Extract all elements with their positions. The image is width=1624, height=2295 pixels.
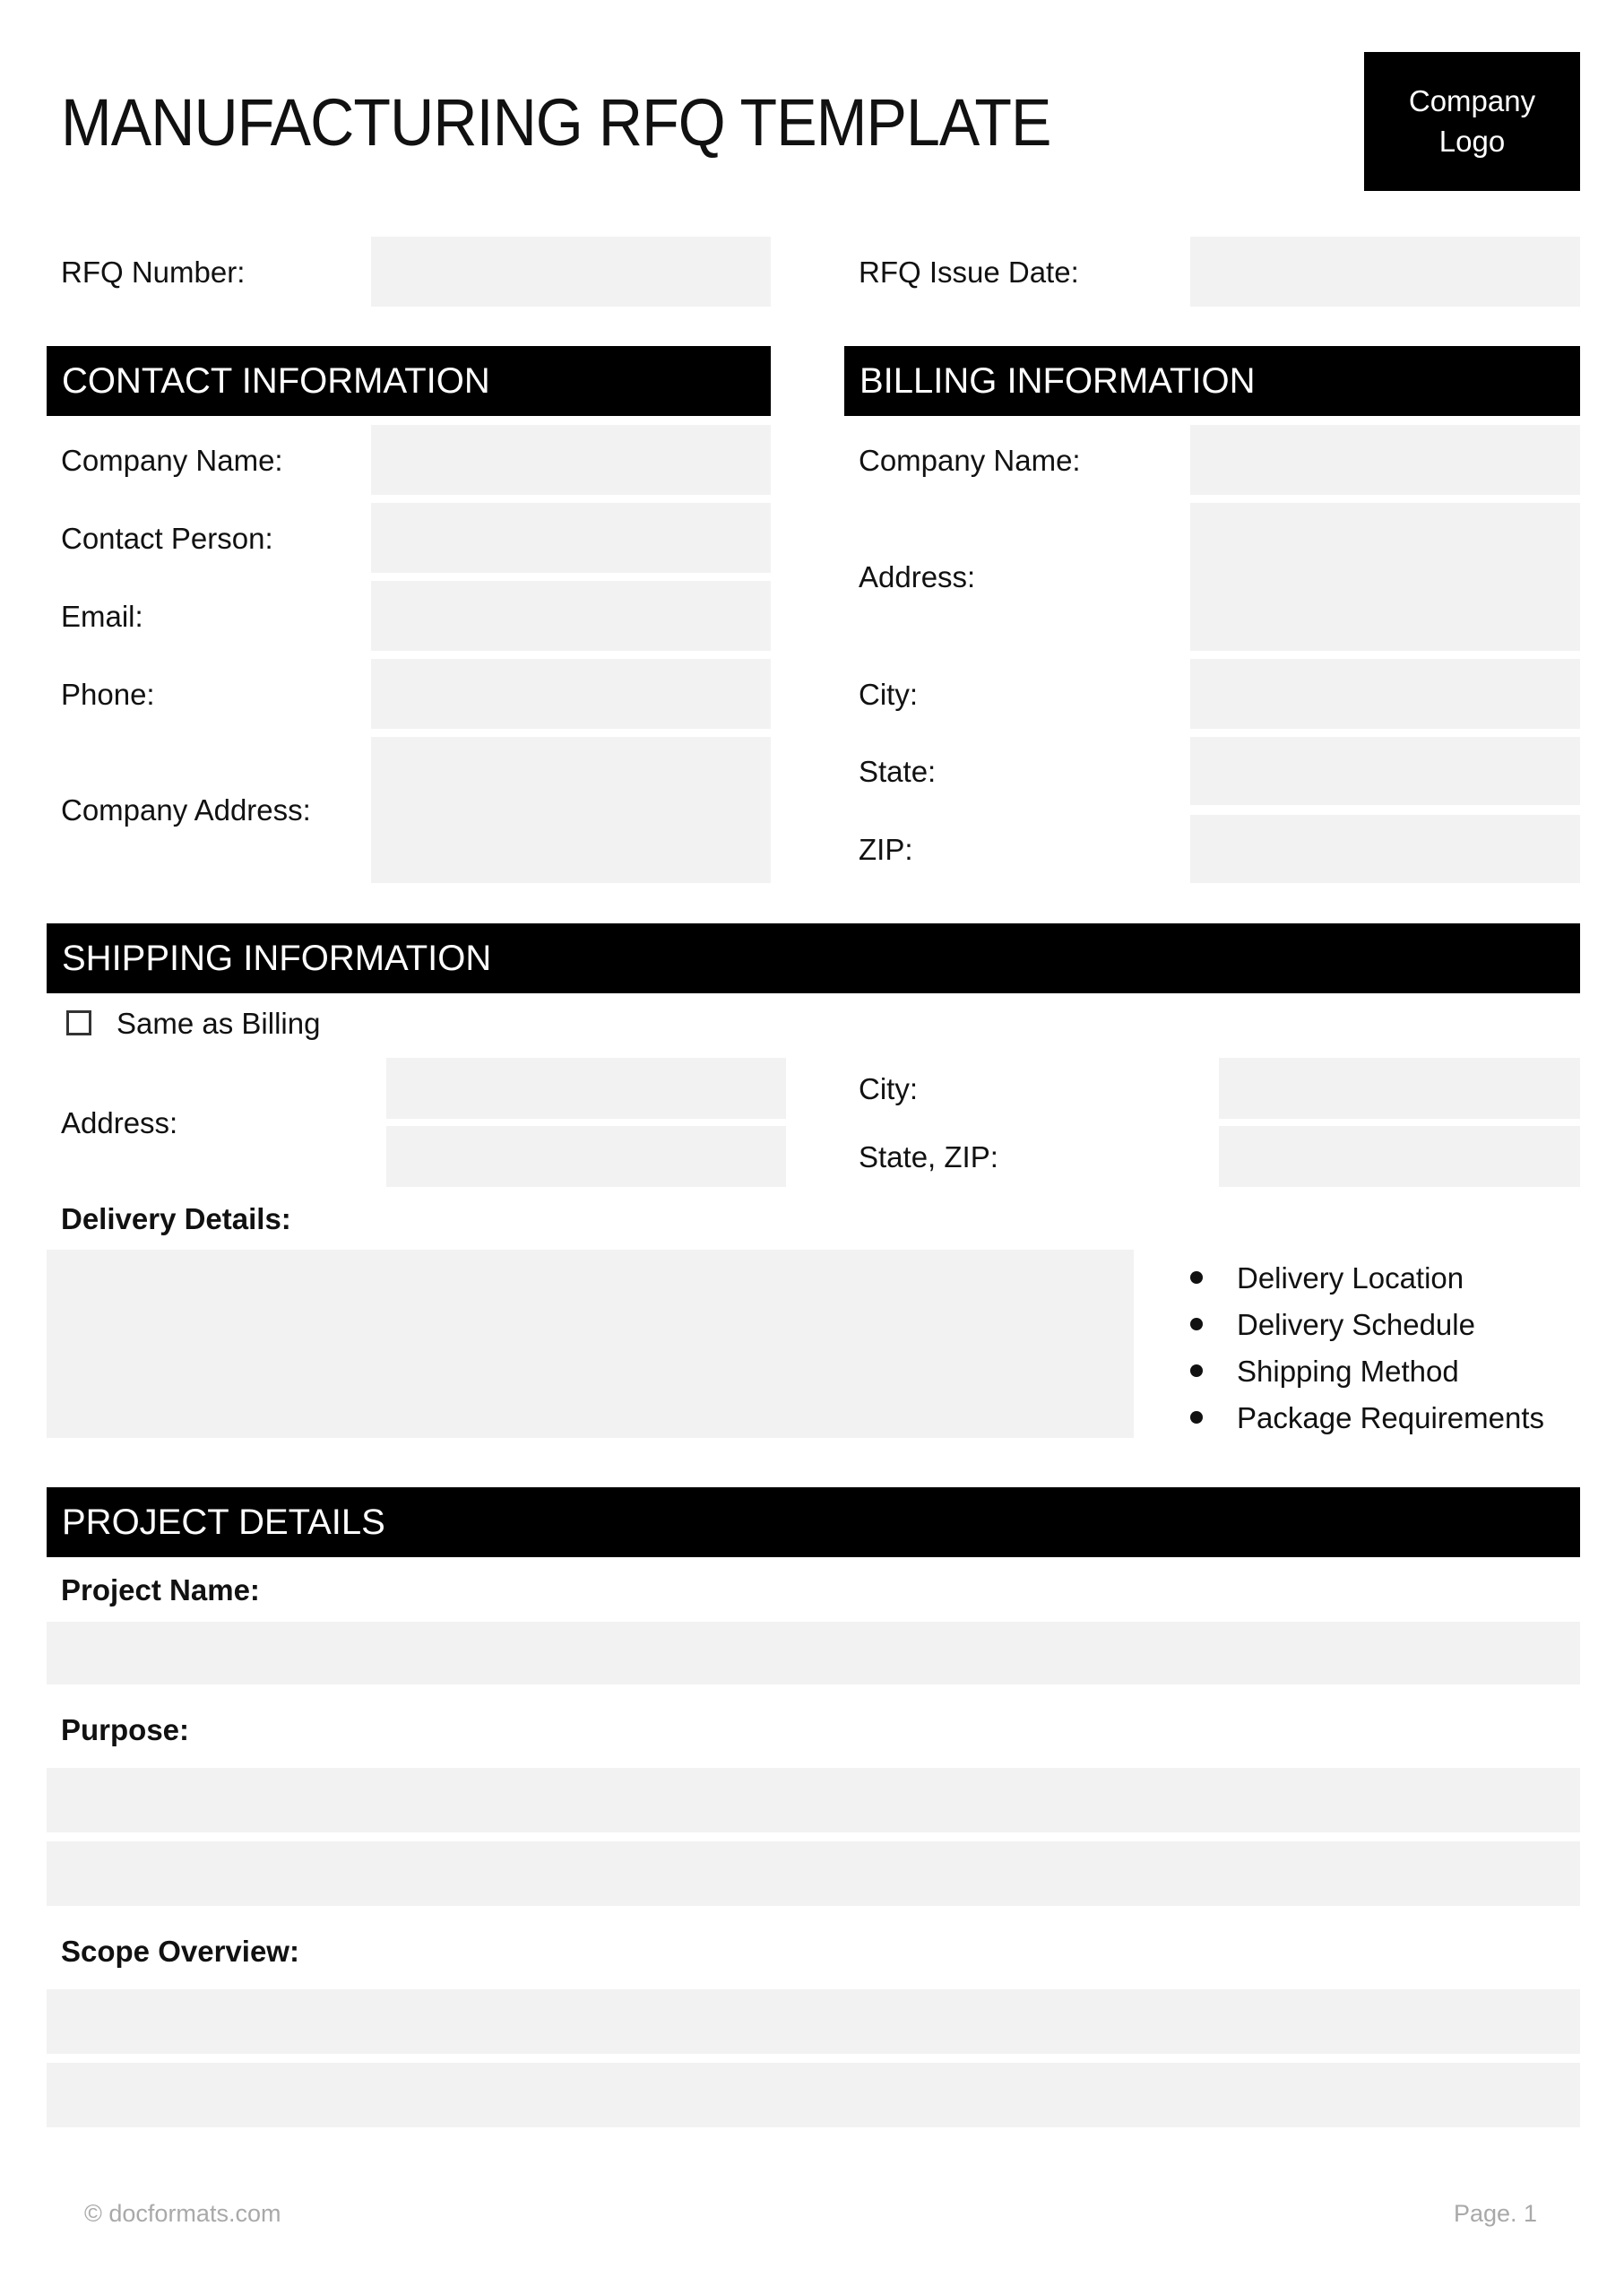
scope-overview-label: Scope Overview: xyxy=(61,1935,299,1968)
shipping-information-heading: SHIPPING INFORMATION xyxy=(47,923,1580,993)
contact-phone-label: Phone: xyxy=(61,677,155,711)
project-name-field[interactable] xyxy=(47,1622,1580,1684)
rfq-issue-date-field[interactable] xyxy=(1190,237,1580,307)
contact-company-address-label: Company Address: xyxy=(61,793,311,827)
contact-company-name-label: Company Name: xyxy=(61,443,283,477)
delivery-details-label: Delivery Details: xyxy=(61,1202,291,1235)
billing-city-field[interactable] xyxy=(1190,659,1580,729)
purpose-label: Purpose: xyxy=(61,1713,190,1746)
contact-company-address-field[interactable] xyxy=(371,737,771,883)
rfq-number-field[interactable] xyxy=(371,237,771,307)
billing-zip-label: ZIP: xyxy=(859,832,913,866)
bullet-icon xyxy=(1190,1318,1203,1330)
contact-email-label: Email: xyxy=(61,599,143,633)
delivery-details-field[interactable] xyxy=(47,1250,1134,1438)
shipping-address-line-1-field[interactable] xyxy=(386,1058,786,1119)
contact-information-heading: CONTACT INFORMATION xyxy=(47,346,771,416)
delivery-item-label: Delivery Location xyxy=(1237,1260,1464,1295)
page-title: MANUFACTURING RFQ TEMPLATE xyxy=(61,85,1051,160)
scope-overview-line-1-field[interactable] xyxy=(47,1989,1580,2054)
list-item xyxy=(1183,1347,1577,1394)
project-details-heading: PROJECT DETAILS xyxy=(47,1487,1580,1557)
billing-address-label: Address: xyxy=(859,560,976,593)
billing-state-label: State: xyxy=(859,754,937,788)
billing-company-name-field[interactable] xyxy=(1190,425,1580,495)
contact-phone-field[interactable] xyxy=(371,659,771,729)
delivery-checklist xyxy=(1183,1254,1577,1442)
purpose-line-2-field[interactable] xyxy=(47,1841,1580,1906)
logo-line-1: Company xyxy=(1408,83,1536,117)
list-item xyxy=(1183,1394,1577,1441)
company-logo-placeholder xyxy=(1364,52,1580,191)
delivery-item-label: Package Requirements xyxy=(1237,1400,1545,1434)
shipping-city-field[interactable] xyxy=(1219,1058,1580,1119)
shipping-state-zip-label: State, ZIP: xyxy=(859,1139,998,1173)
billing-information-heading: BILLING INFORMATION xyxy=(844,346,1580,416)
delivery-item-label: Delivery Schedule xyxy=(1237,1307,1475,1341)
shipping-state-zip-field[interactable] xyxy=(1219,1126,1580,1187)
contact-email-field[interactable] xyxy=(371,581,771,651)
same-as-billing-checkbox[interactable] xyxy=(66,1010,91,1035)
purpose-line-1-field[interactable] xyxy=(47,1768,1580,1832)
footer-page-number: Page. 1 xyxy=(1454,2200,1538,2227)
contact-person-label: Contact Person: xyxy=(61,521,273,555)
shipping-address-line-2-field[interactable] xyxy=(386,1126,786,1187)
billing-address-field[interactable] xyxy=(1190,503,1580,651)
rfq-issue-date-label: RFQ Issue Date: xyxy=(859,255,1079,289)
contact-company-name-field[interactable] xyxy=(371,425,771,495)
shipping-city-label: City: xyxy=(859,1071,918,1105)
bullet-icon xyxy=(1190,1364,1203,1377)
logo-line-2: Logo xyxy=(1438,124,1506,158)
project-name-label: Project Name: xyxy=(61,1573,260,1606)
billing-state-field[interactable] xyxy=(1190,737,1580,805)
rfq-number-label: RFQ Number: xyxy=(61,255,246,289)
list-item xyxy=(1183,1254,1577,1301)
billing-city-label: City: xyxy=(859,677,918,711)
footer-copyright: © docformats.com xyxy=(84,2200,281,2227)
scope-overview-line-2-field[interactable] xyxy=(47,2063,1580,2127)
contact-person-field[interactable] xyxy=(371,503,771,573)
bullet-icon xyxy=(1190,1271,1203,1284)
billing-zip-field[interactable] xyxy=(1190,815,1580,883)
shipping-address-label: Address: xyxy=(61,1105,178,1139)
bullet-icon xyxy=(1190,1411,1203,1424)
same-as-billing-label: Same as Billing xyxy=(117,1006,321,1040)
billing-company-name-label: Company Name: xyxy=(859,443,1081,477)
list-item xyxy=(1183,1301,1577,1347)
delivery-item-label: Shipping Method xyxy=(1237,1354,1459,1388)
